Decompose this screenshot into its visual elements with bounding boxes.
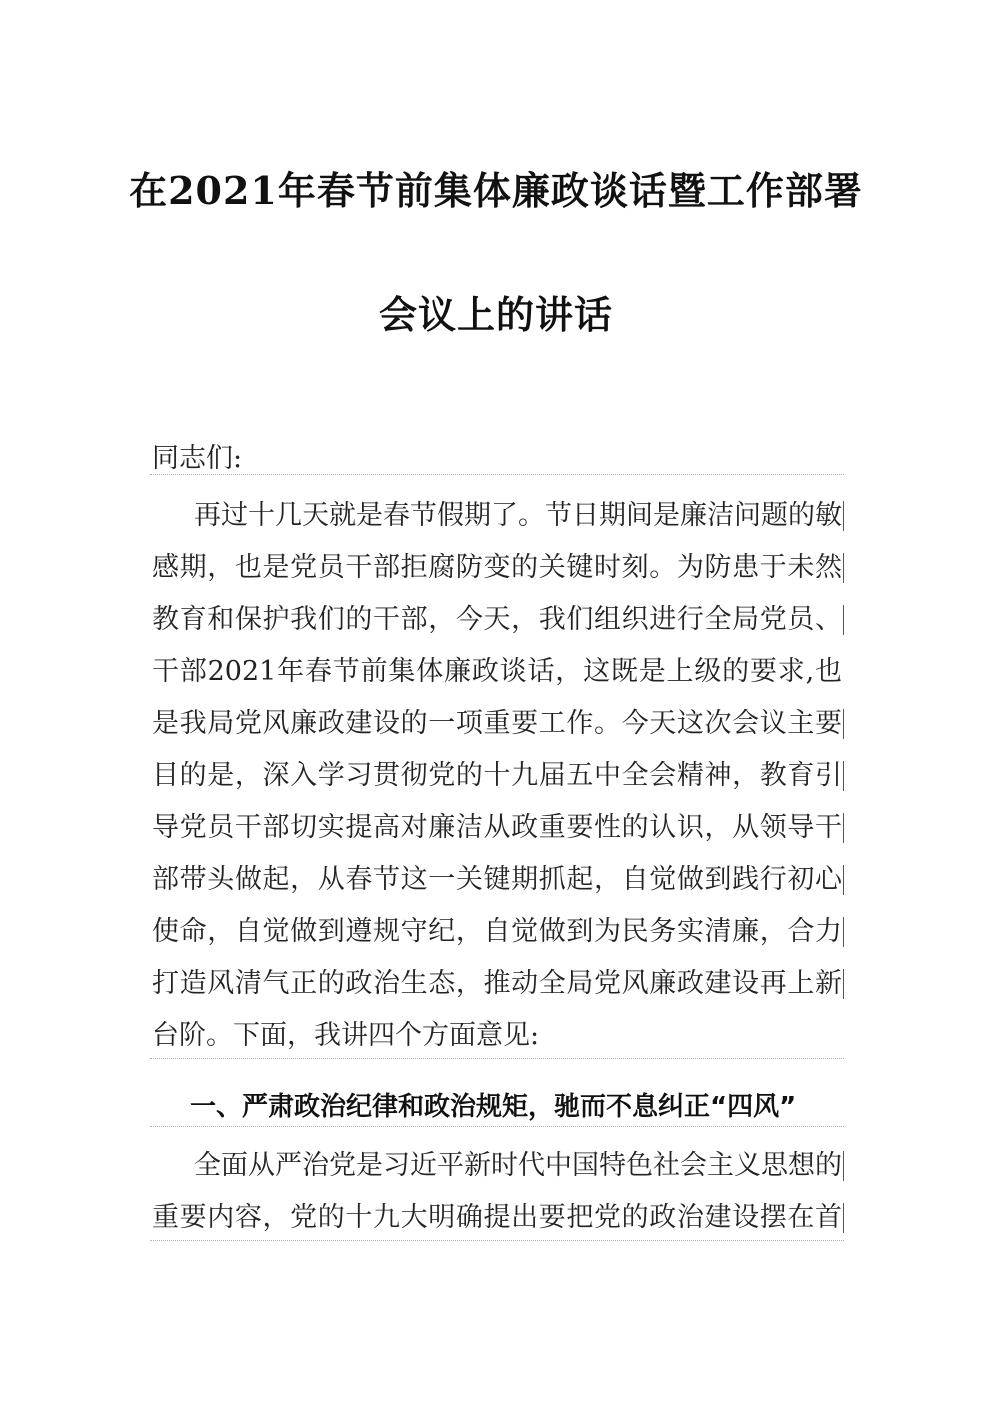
paragraph-line: 重要内容，党的十九大明确提出要把党的政治建设摆在首 <box>152 1202 842 1233</box>
paragraph-line: 是我局党风廉政建设的一项重要工作。今天这次会议主要 <box>152 708 842 739</box>
document-title-line-2: 会议上的讲话 <box>378 292 613 337</box>
paragraph-divider <box>150 474 844 475</box>
line-end-marker <box>843 1203 844 1233</box>
line-end-marker <box>843 1151 844 1181</box>
line-end-marker <box>843 553 844 583</box>
line-end-marker <box>843 969 844 999</box>
paragraph-line: 教育和保护我们的干部，今天，我们组织进行全局党员、 <box>152 604 842 635</box>
paragraph-line: 打造风清气正的政治生态，推动全局党风廉政建设再上新 <box>152 968 842 999</box>
paragraph-line: 部带头做起，从春节这一关键期抓起，自觉做到践行初心 <box>152 864 842 895</box>
document-title-line-1: 在2021年春节前集体廉政谈话暨工作部署 <box>129 168 863 213</box>
paragraph-line: 全面从严治党是习近平新时代中国特色社会主义思想的 <box>194 1150 842 1181</box>
section-heading-1: 一、严肃政治纪律和政治规矩，驰而不息纠正“四风” <box>190 1092 797 1122</box>
paragraph-line: 台阶。下面，我讲四个方面意见: <box>152 1020 540 1051</box>
line-end-marker <box>843 917 844 947</box>
line-end-marker <box>843 605 844 635</box>
paragraph-line: 感期，也是党员干部拒腐防变的关键时刻。为防患于未然 <box>152 552 842 583</box>
line-end-marker <box>843 501 844 531</box>
paragraph-line: 导党员干部切实提高对廉洁从政重要性的认识，从领导干 <box>152 812 842 843</box>
line-end-marker <box>843 813 844 843</box>
paragraph-divider <box>150 1058 844 1059</box>
paragraph-divider <box>150 1126 844 1127</box>
paragraph-line: 使命，自觉做到遵规守纪，自觉做到为民务实清廉，合力 <box>152 916 842 947</box>
line-end-marker <box>843 865 844 895</box>
line-end-marker <box>843 709 844 739</box>
paragraph-line: 再过十几天就是春节假期了。节日期间是廉洁问题的敏 <box>194 500 842 531</box>
paragraph-divider <box>150 1240 844 1241</box>
salutation: 同志们: <box>152 443 243 474</box>
paragraph-line: 干部2021年春节前集体廉政谈话，这既是上级的要求,也 <box>152 656 842 687</box>
paragraph-line: 目的是，深入学习贯彻党的十九届五中全会精神，教育引 <box>152 760 842 791</box>
line-end-marker <box>843 761 844 791</box>
